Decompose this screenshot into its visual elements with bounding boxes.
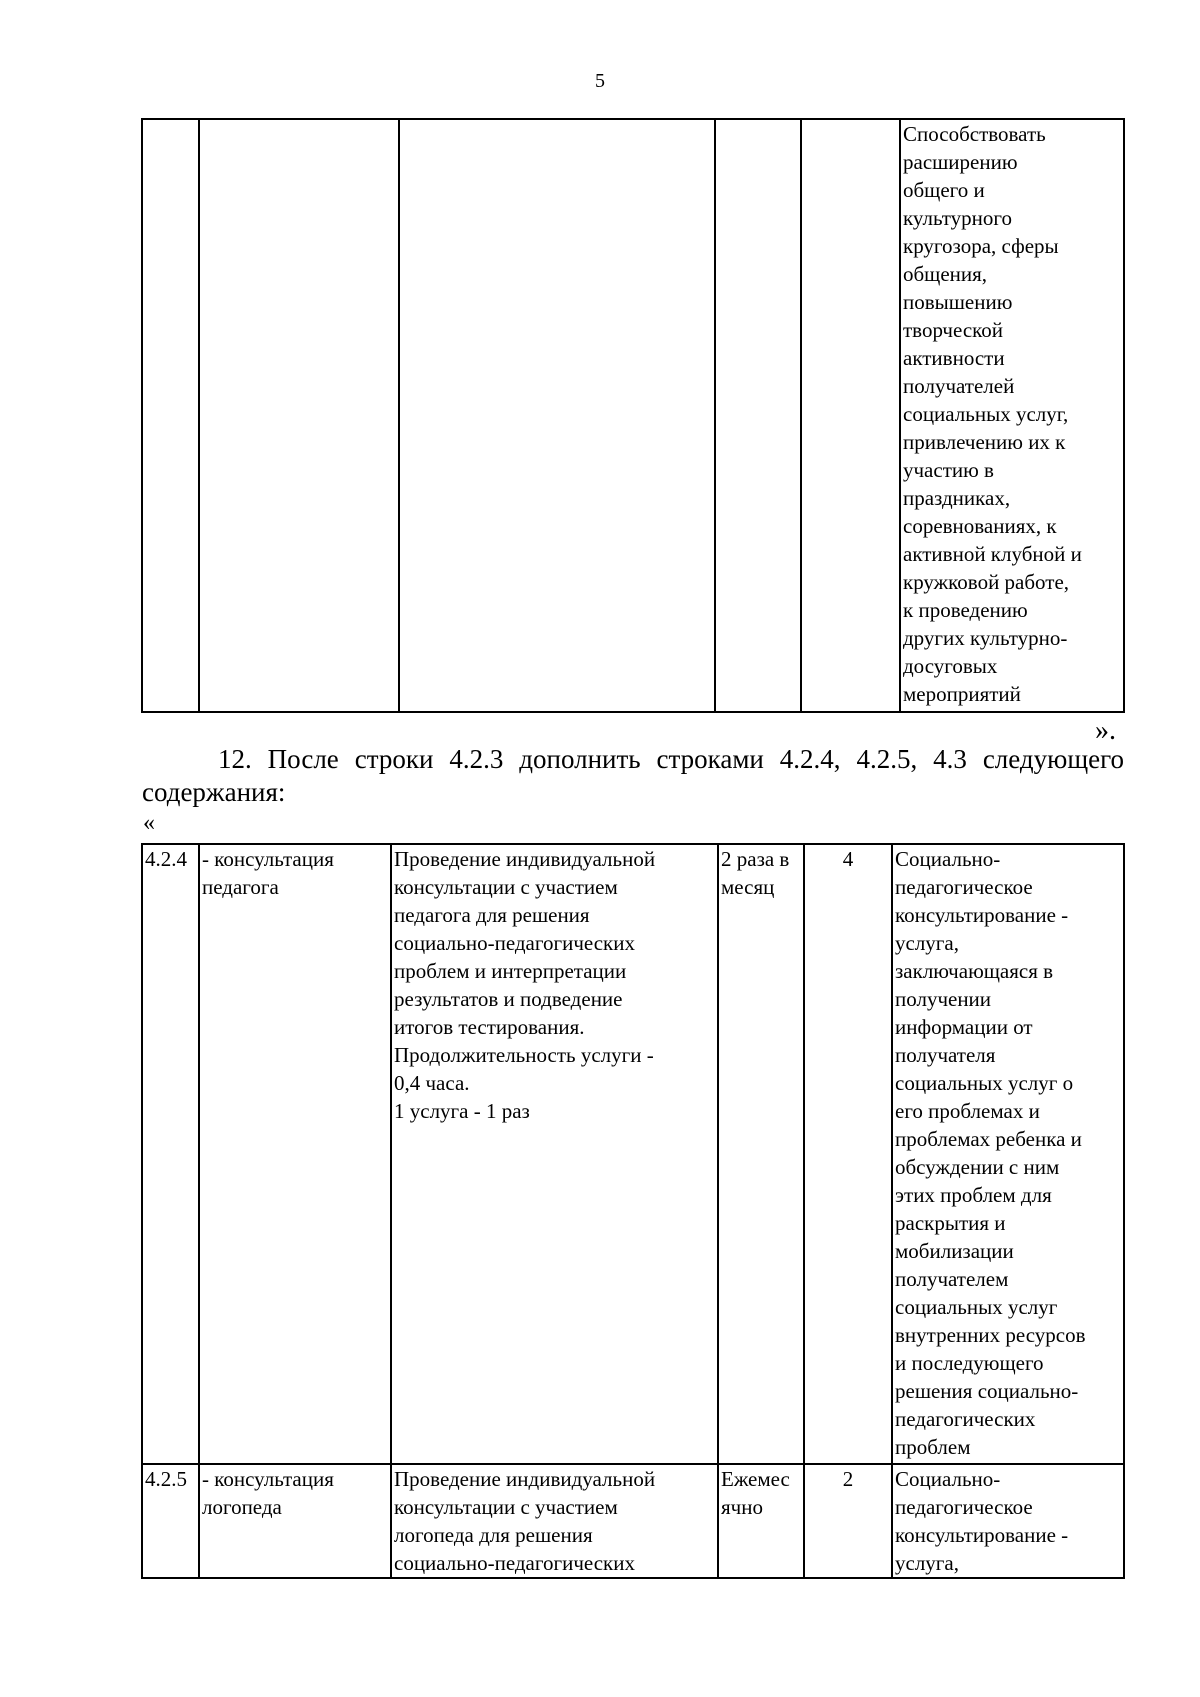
table-cell-description: Проведение индивидуальной консультации с участием логопеда для решения социально-педагогических <box>391 1464 718 1578</box>
table-cell-description <box>399 119 715 712</box>
table-cell-num: 4.2.4 <box>142 844 199 1464</box>
table-row <box>142 119 1124 712</box>
table-cell-num: 4.2.5 <box>142 1464 199 1578</box>
table-cell-name <box>199 119 399 712</box>
table-row <box>142 844 1124 1464</box>
table-cell-note: Социально- педагогическое консультирование - услуга, заключающаяся в получении информации от получателя социальных услуг о его проблемах и проблемах ребенка и обсуждении с ним этих проблем для раскрытия и мобилизации получателем социальных услуг внутренних ресурсов и последующего решения социально- педагогических проблем <box>892 844 1124 1464</box>
amendment-paragraph: 12. После строки 4.2.3 дополнить строками 4.2.4, 4.2.5, 4.3 следующего содержания: <box>142 744 1124 807</box>
table-cell-num <box>142 119 199 712</box>
page-number: 5 <box>595 70 605 92</box>
table-cell-note: Способствовать расширению общего и культурного кругозора, сферы общения, повышению творческой активности получателей социальных услуг, привлечению их к участию в праздниках, соревнованиях, к активной клубной и кружковой работе, к проведению других культурно- досуговых мероприятий <box>900 119 1124 712</box>
table-continuation <box>141 118 1125 713</box>
table-row <box>142 1464 1124 1578</box>
closing-quote: ». <box>1095 715 1116 746</box>
table-new-rows <box>141 843 1125 1579</box>
table-cell-count <box>801 119 900 712</box>
table-cell-note: Социально- педагогическое консультирование - услуга, <box>892 1464 1124 1578</box>
table-cell-name: - консультация педагога <box>199 844 391 1464</box>
table-cell-count: 2 <box>804 1464 892 1578</box>
table-cell-frequency <box>715 119 801 712</box>
table-cell-name: - консультация логопеда <box>199 1464 391 1578</box>
table-cell-frequency: 2 раза в месяц <box>718 844 804 1464</box>
table-cell-description: Проведение индивидуальной консультации с участием педагога для решения социально-педагогических проблем и интерпретации результатов и подведение итогов тестирования. Продолжительность услуги - 0,4 часа. 1 услуга - 1 раз <box>391 844 718 1464</box>
table-cell-frequency: Ежемес ячно <box>718 1464 804 1578</box>
opening-quote: « <box>143 810 155 836</box>
table-cell-count: 4 <box>804 844 892 1464</box>
